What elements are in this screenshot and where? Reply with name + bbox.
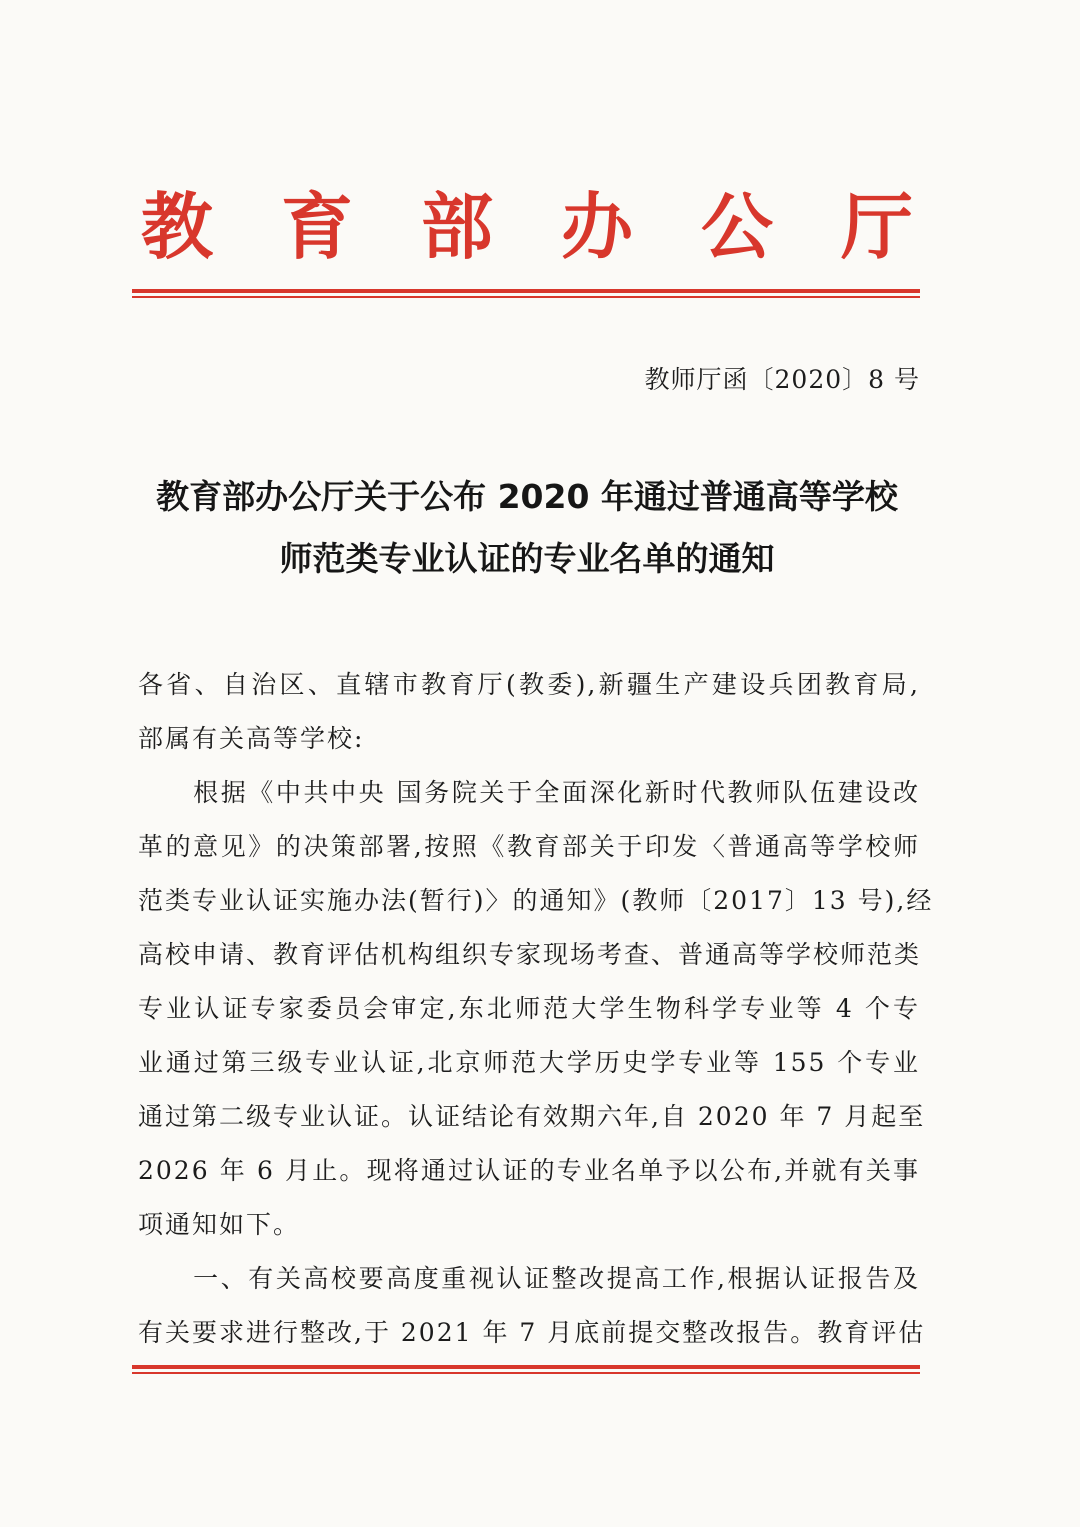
footer-red-rule (132, 1365, 920, 1374)
document-title (132, 466, 922, 590)
paragraph-line: 根据《中共中央 国务院关于全面深化新时代教师队伍建设改 (138, 778, 920, 807)
header-red-rule (132, 289, 920, 298)
paragraph-line: 高校申请、教育评估机构组织专家现场考查、普通高等学校师范类 (138, 940, 922, 969)
title-line: 教育部办公厅关于公布 2020 年通过普通高等学校 (156, 477, 898, 516)
paragraph-line: 范类专业认证实施办法(暂行)〉的通知》(教师〔2017〕13 号),经 (138, 886, 934, 915)
addressee-line: 各省、自治区、直辖市教育厅(教委),新疆生产建设兵团教育局, (138, 670, 920, 699)
paragraph-line: 有关要求进行整改,于 2021 年 7 月底前提交整改报告。教育评估 (138, 1318, 926, 1347)
issuing-authority-heading (132, 182, 922, 272)
title-line: 师范类专业认证的专业名单的通知 (279, 539, 775, 578)
document-body (138, 658, 934, 1360)
paragraph-line: 项通知如下。 (138, 1210, 301, 1239)
paragraph-line: 通过第二级专业认证。认证结论有效期六年,自 2020 年 7 月起至 (138, 1102, 926, 1131)
addressee-line: 部属有关高等学校: (138, 724, 365, 753)
paragraph-line: 业通过第三级专业认证,北京师范大学历史学专业等 155 个专业 (138, 1048, 920, 1077)
paragraph-line: 2026 年 6 月止。现将通过认证的专业名单予以公布,并就有关事 (138, 1156, 920, 1185)
heading-char: 育 (280, 185, 353, 269)
heading-char: 教 (140, 185, 213, 269)
heading-char: 部 (420, 185, 493, 269)
heading-char: 公 (700, 185, 773, 269)
paragraph-line: 一、有关高校要高度重视认证整改提高工作,根据认证报告及 (138, 1264, 920, 1293)
heading-char: 厅 (840, 185, 913, 269)
paragraph-line: 革的意见》的决策部署,按照《教育部关于印发〈普通高等学校师 (138, 832, 920, 861)
heading-char: 办 (560, 185, 633, 269)
document-number: 教师厅函〔2020〕8 号 (644, 365, 920, 394)
paragraph-line: 专业认证专家委员会审定,东北师范大学生物科学专业等 4 个专 (138, 994, 920, 1023)
